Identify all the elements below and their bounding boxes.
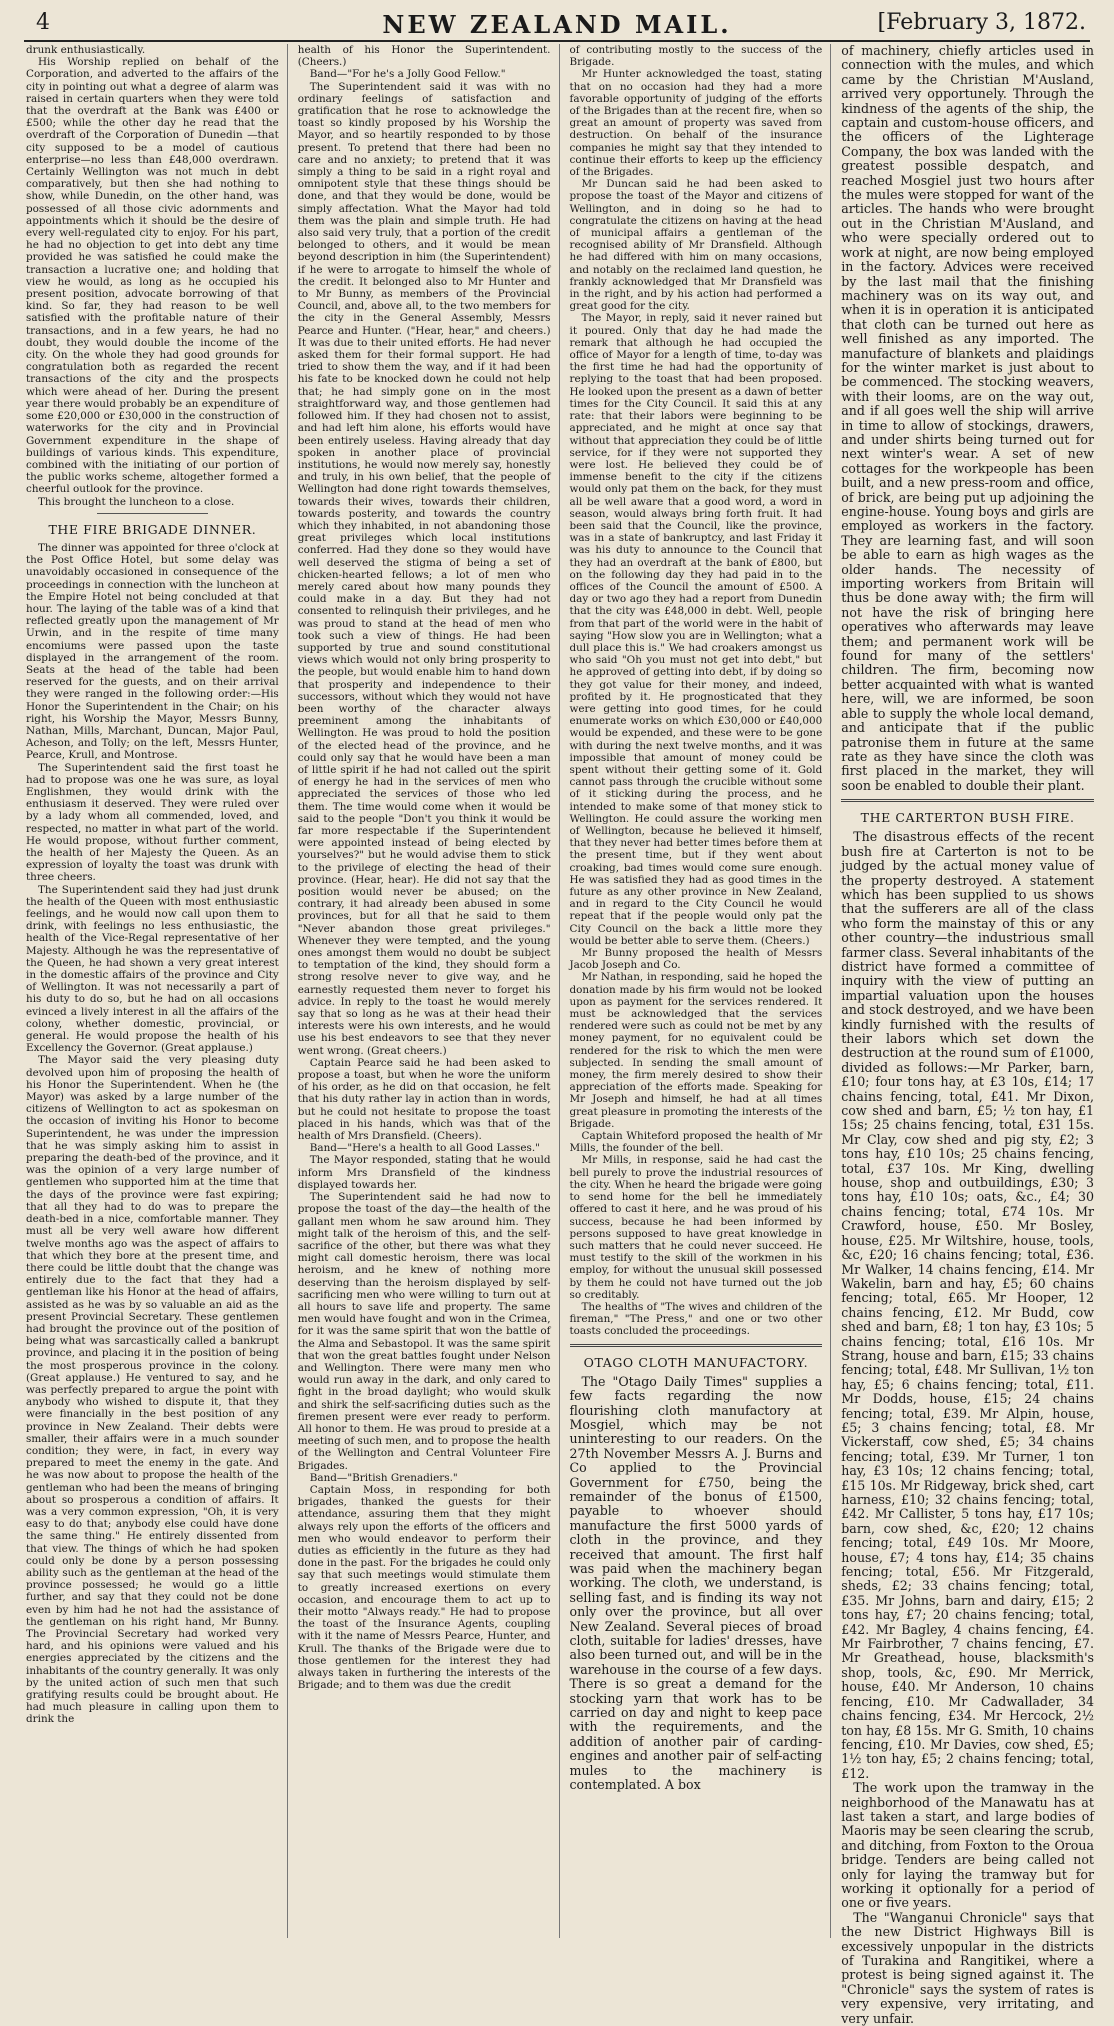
paragraph: health of his Honor the Superintendent. (Cheers.) <box>297 44 551 69</box>
paragraph: The Mayor responded, stating that he would inform Mrs Dransfield of the kindness displayed towards her. <box>297 1154 551 1191</box>
paragraph: The Superintendent said he had now to propose the toast of the day—the health of the gallant men whom he saw around him. They might talk of the heroism of this, and the self-sacrifice of the other, but there was what they might call domestic heroism, there was local heroism, and he knew of nothing more deserving than the heroism displayed by self-sacrificing men who were willing to turn out at all hours to save life and property. The same men would have fought and won in the Crimea, for it was the same spirit that won the battle of the Alma and Sebastopol. It was the same spirit that won the great battles fought under Nelson and Wellington. There were many men who would run away in the dark, and only cared to fight in the broad daylight; who would skulk and shirk the self-sacrificing duties such as the firemen present were ever ready to perform. All honor to them. He was proud to preside at a meeting of such men, and to propose the health of the Wellington and Central Volunteer Fire Brigades. <box>297 1191 551 1472</box>
column-2 <box>298 44 560 1938</box>
masthead <box>24 8 1090 42</box>
paragraph: of contributing mostly to the success of the Brigade. <box>569 44 823 69</box>
headline-carterton-bush-fire: THE CARTERTON BUSH FIRE. <box>860 810 1075 826</box>
paragraph: The Mayor said the very pleasing duty devolved upon him of proposing the health of his Honor the Superintendent. When he (the Mayor) was asked by a large number of the citizens of Wellington to act as spokesman on the occasion of inviting his Honor to become Superintendent, he was under the impression that he was simply asking him to assist in preparing the death-bed of the province, and it was the opinion of a very large number of gentlemen who supported him at the time that the days of the province were fast expiring; that all they had to do was to prepare the death-bed in a nice, comfortable manner. They must all be very well aware how different twelve months ago was the aspect of affairs to that which they bore at the present time, and there could be little doubt that the change was entirely due to the fact that they had a gentleman like his Honor at the head of affairs, assisted as he was by so valuable an aid as the present Provincial Secretary. These gentlemen had brought the province out of the position of being what was sarcastically called a bankrupt province, and placing it in the position of being the most prosperous province in the colony. (Great applause.) He ventured to say, and he was perfectly prepared to argue the point with anybody who wished to dispute it, that they were financially in the best position of any province in New Zealand. Their debts were smaller, their affairs were in a much sounder condition; they were, in fact, in every way prepared to meet the enemy in the gate. And he was now about to propose the health of the gentleman who had been the means of bringing about so prosperous a condition of affairs. It was a very common expression, "Oh, it is very easy to do that; anybody else could have done the same thing." He entirely dissented from that view. The things of which he had spoken could only be done by a person possessing ability such as the gentleman at the head of the province possessed; he would go a little further, and say that they could not be done even by him had he not had the assistance of the gentleman on his right hand, Mr Bunny. The Provincial Secretary had worked very hard, and his opinions were valued and his energies appreciated by the citizens and the inhabitants of the country generally. It was only by the united action of such men that such gratifying results could be brought about. He had much pleasure in calling upon them to drink the <box>26 1054 279 1726</box>
paragraph: The Superintendent said it was with no ordinary feelings of satisfaction and gratification that he rose to acknowledge the toast so kindly proposed by his Worship the Mayor, and so heartily responded to by those present. To pretend that there had been no care and no anxiety; to pretend that it was simply a thing to be said in a right royal and omnipotent style that these things should be done, and that they would be done, would be simply affectation. What the Mayor had told them was the plain and simple truth. He had also said very truly, that a portion of the credit belonged to others, and it would be mean beyond description in him (the Superintendent) if he were to arrogate to himself the whole of the credit. It belonged also to Mr Hunter and to Mr Bunny, as members of the Provincial Council, and, above all, to the two members for the city in the General Assembly, Messrs Pearce and Hunter. ("Hear, hear," and cheers.) It was due to their united efforts. He had never asked them for their formal support. He had tried to show them the way, and if it had been his fate to be knocked down he could not help that; he had simply gone on in the most straightforward way, and those gentlemen had followed him. If they had chosen not to assist, and had left him alone, his efforts would have been entirely useless. Having already that day spoken in another place of provincial institutions, he would now merely say, honestly and truly, in his own belief, that the people of Wellington had done right towards themselves, towards their wives, towards their children, towards posterity, and towards the country which they inhabited, in not abandoning those great privileges which local institutions conferred. Had they done so they would have well deserved the stigma of being a set of chicken-hearted fellows; a lot of men who merely cared about how many pounds they could make in a day. But they had not consented to relinquish their privileges, and he was proud to stand at the head of men who took such a view of things. He had been supported by true and sound constitutional views which would not only bring prosperity to the people, but would enable him to hand down that prosperity and independence to their successors, without which they would not have been worthy of the character always preeminent among the inhabitants of Wellington. He was proud to hold the position of the elected head of the province, and he could only say that he would have been a man of little spirit if he had not called out the spirit of energy he had in the services of men who appreciated the services of those who led them. The time would come when it would be said to the people "Don't you think it would be far more respectable if the Superintendent were appointed instead of being elected by yourselves?" but he would advise them to stick to the privilege of electing the head of their province. (Hear, hear). He did not say that the position would never be abused; on the contrary, it had already been abused in some provinces, but for all that he said to them "Never abandon those great privileges." Whenever they were tempted, and the young ones amongst them would no doubt be subject to temptation of the kind, they should form a strong resolve never to give way, and he earnestly requested them never to forget his advice. In reply to the toast he would merely say that so long as he was at their head their interests were his own interests, and he would use his best endeavors to see that they never went wrong. (Great cheers.) <box>297 80 551 1057</box>
section-divider <box>570 1344 823 1347</box>
paragraph: The healths of "The wives and children of the fireman," "The Press," and one or two other toasts concluded the proceedings. <box>569 1300 823 1338</box>
column-4 <box>841 43 1094 2026</box>
headline-otago-cloth-manufactory: OTAGO CLOTH MANUFACTORY. <box>583 1354 809 1370</box>
paragraph: The Mayor, in reply, said it never rained but it poured. Only that day he had made the remark that although he had occupied the office of Mayor for a length of time, to-day was the first time he had had the opportunity of replying to the toast that had been proposed. He looked upon the present as a dawn of better times for the City Council. It said this at any rate: that their labors were beginning to be appreciated, and he might at once say that without that appreciation they could be of little service, for if they were not supported they were lost. He believed they could be of immense benefit to the city if the citizens would only pat them on the back, for they must all be well aware that a good word, a word in season, would always bring forth fruit. It had been said that the Council, like the province, was in a state of bankruptcy, and last Friday it was his duty to announce to the Council that they had an overdraft at the bank of £800, but on the following day they had paid in to the offices of the Council the amount of £500. A day or two ago they had a report from Dunedin that the city was £48,000 in debt. Well, people from that part of the world were in the habit of saying "How slow you are in Wellington; what a dull place this is." We had croakers amongst us who said "Oh you must not get into debt," but he approved of getting into debt, if by doing so they got value for their money, and indeed, profited by it. He prognosticated that they were getting into good times, for he could enumerate works on which £30,000 or £40,000 would be expended, and these were to be gone with during the next twelve months, and it was impossible that amount of money could be spent without their getting some of it. Gold cannot pass through the crucible without some of it sticking during the process, and he intended to make some of that money stick to Wellington. He could assure the working men of Wellington, because he believed it himself, that they never had better times before them at the present time, but if they went about croaking, bad times would come sure enough. He was satisfied they had as good times in the future as any other province in New Zealand, and in regard to the City Council he would repeat that if the people would only pat the City Council on the back a little more they would be better able to serve them. (Cheers.) <box>569 312 823 947</box>
headline-fire-brigade-dinner: THE FIRE BRIGADE DINNER. <box>48 521 257 537</box>
paragraph: Captain Pearce said he had been asked to propose a toast, but when he wore the uniform of his order, as he did on that occasion, he felt that his duty rather lay in action than in words, but he could not hesitate to propose the toast placed in his hands, which was that of the health of Mrs Dransfield. (Cheers). <box>297 1056 551 1143</box>
column-3 <box>570 44 832 1938</box>
paragraph: Band—"British Grenadiers." <box>309 1471 458 1484</box>
paragraph: The dinner was appointed for three o'clock at the Post Office Hotel, but some delay was unavoidably occasioned in consequence of the proceedings in connection with the luncheon at the Empire Hotel not being concluded at that hour. The laying of the table was of a kind that reflected greatly upon the management of Mr Urwin, and in the respite of time many encomiums were passed upon the taste displayed in the arrangement of the room. Seats at the head of the table had been reserved for the guests, and on their arrival they were ranged in the following order:—His Honor the Superintendent in the Chair; on his right, his Worship the Mayor, Messrs Bunny, Nathan, Mills, Marchant, Duncan, Major Paul, Acheson, and Tolly; on the left, Messrs Hunter, Pearce, Krull, and Montrose. <box>26 541 279 762</box>
paragraph: Mr Hunter acknowledged the toast, stating that on no occasion had they had a more favorable opportunity of judging of the efforts of the Brigades than at the recent fire, when so great an amount of property was saved from destruction. On behalf of the insurance companies he might say that they intended to continue their efforts to keep up the efficiency of the Brigades. <box>569 68 823 179</box>
paragraph: drunk enthusiastically. <box>26 44 146 56</box>
column-1 <box>26 44 288 1938</box>
section-divider <box>841 799 1094 802</box>
section-divider <box>97 513 208 514</box>
paragraph: The Superintendent said the first toast he had to propose was one he was sure, as loyal Englishmen, they would drink with the enthusiasm it deserved. They were ruled over by a lady whom all commended, loved, and respected, no matter in what part of the world. He would propose, without further comment, the health of her Majesty the Queen. As an expression of loyalty the toast was drunk with three cheers. <box>26 761 279 884</box>
paragraph: This brought the luncheon to a close. <box>38 495 235 508</box>
issue-date: [February 3, 1872. <box>877 10 1086 35</box>
paragraph: Mr Nathan, in responding, said he hoped the donation made by his firm would not be looked upon as payment for the services rendered. It must be acknowledged that the services rendered were such as could not be met by any money payment, for no equivalent could be rendered for the risk to which the men were subjected. In sending the small amount of money, the firm merely desired to show their appreciation of the efforts made. Speaking for Mr Joseph and himself, he had at all times great pleasure in promoting the interests of the Brigade. <box>569 971 823 1130</box>
paragraph: Mr Mills, in response, said he had cast the bell purely to prove the industrial resources of the city. When he heard the brigade were going to send home for the bell he immediately offered to cast it here, and he was proud of his success, because he had been informed by persons supposed to have great knowledge in such matters that he could never succeed. He must testify to the skill of the workmen in his employ, for without the unusual skill possessed by them he could not have turned out the job so creditably. <box>569 1154 823 1301</box>
paragraph: Mr Duncan said he had been asked to propose the toast of the Mayor and citizens of Wellington, and in doing so he had to congratulate the citizens on having at the head of municipal affairs a gentleman of the recognised ability of Mr Dransfield. Although he had differed with him on many occasions, and notably on the reclaimed land question, he frankly acknowledged that Mr Dransfield was in the right, and by his action had performed a great good for the city. <box>569 178 823 313</box>
paragraph: Band—"Here's a health to all Good Lasses." <box>309 1142 540 1155</box>
newspaper-title: NEW ZEALAND MAIL. <box>382 10 732 39</box>
paragraph: The "Wanganui Chronicle" says that the new District Highways Bill is excessively unpopular in the districts of Turakina and Rangitikei, where a protest is being signed against it. The "Chronicle" says the system of rates is very expensive, very irritating, and very unfair. <box>841 1909 1094 2026</box>
paragraph: The "Otago Daily Times" supplies a few facts regarding the now flourishing cloth manufactory at Mosgiel, which may be not uninteresting to our readers. On the 27th November Messrs A. J. Burns and Co applied to the Provincial Government for £750, being the remainder of the bonus of £1500, payable to whoever should manufacture the first 5000 yards of cloth in the province, and they received that amount. The first half was paid when the machinery began working. The cloth, we understand, is selling fast, and is finding its way not only over the province, but all over New Zealand. Several pieces of broad cloth, suitable for ladies' dresses, have also been turned out, and will be in the warehouse in the course of a few days. There is so great a demand for the stocking yarn that work has to be carried on day and night to keep pace with the requirements, and the addition of another pair of carding-engines and another pair of self-acting mules to the machinery is contemplated. A box <box>569 1373 823 1793</box>
page-number: 4 <box>36 10 50 35</box>
paragraph: Band—"For he's a Jolly Good Fellow." <box>309 68 506 81</box>
article-columns <box>26 43 1094 2026</box>
paragraph: Captain Whiteford proposed the health of Mr Mills, the founder of the bell. <box>569 1130 823 1155</box>
paragraph: The work upon the tramway in the neighborhood of the Manawatu has at last taken a start, and large bodies of Maoris may be seen clearing the scrub, and ditching, from Foxton to the Oroua bridge. Tenders are being called not only for laying the tramway but for working it optionally for a period of one or five years. <box>841 1780 1094 1911</box>
paragraph: Captain Moss, in responding for both brigades, thanked the guests for their attendance, assuring them that they might always rely upon the efforts of the officers and men who would endeavor to perform their duties as efficiently in the future as they had done in the past. For the brigades he could only say that such meetings would stimulate them to greatly increased exertions on every occasion, and encourage them to act up to their motto "Always ready." He had to propose the toast of the Insurance Agents, coupling with it the name of Messrs Pearce, Hunter, and Krull. The thanks of the Brigade were due to those gentlemen for the interest they had always taken in furthering the interests of the Brigade; and to them was due the credit <box>297 1483 551 1692</box>
paragraph: of machinery, chiefly articles used in connection with the mules, and which came by the Christian M'Ausland, arrived very opportunely. Through the kindness of the agents of the ship, the captain and custom-house officers, and the officers of the Lighterage Company, the box was landed with the greatest possible despatch, and reached Mosgiel just two hours after the mules were stopped for want of the articles. The hands who were brought out in the Christian M'Ausland, and who were specially ordered out to work at night, are now being employed in the factory. Advices were received by the last mail that the finishing machinery was on its way out, and when it is in operation it is anticipated that cloth can be turned out here as well finished as any imported. The manufacture of blankets and plaidings for the winter market is just about to be commenced. The stocking weavers, with their looms, are on the way out, and if all goes well the ship will arrive in time to allow of stockings, drawers, and under shirts being turned out for next winter's wear. A set of new cottages for the workpeople has been built, and a new press-room and office, of brick, are being put up adjoining the engine-house. Young boys and girls are employed as workers in the factory. They are learning fast, and will soon be able to earn as high wages as the older hands. The necessity of importing workers from Britain will thus be done away with; the firm will not have the risk of bringing here operatives who afterwards may leave them; and permanent work will be found for many of the settlers' children. The firm, becoming now better acquainted with what is wanted here, will, we are informed, be soon able to supply the whole local demand, and anticipate that if the public patronise them in future at the same rate as they have since the cloth was first placed in the market, they will soon be enabled to double their plant. <box>841 43 1094 793</box>
paragraph: Mr Bunny proposed the health of Messrs Jacob Joseph and Co. <box>569 947 823 972</box>
paragraph: The Superintendent said they had just drunk the health of the Queen with most enthusiastic feelings, and he would now call upon them to drink, with feelings no less enthusiastic, the health of the Vice-Regal representative of her Majesty. Although he was the representative of the Queen, he had shown a very great interest in the domestic affairs of the province and City of Wellington. It was not necessarily a part of his duty to do so, but he had on all occasions evinced a lively interest in all the affairs of the colony, whether domestic, provincial, or general. He would propose the health of his Excellency the Governor. (Great applause.) <box>26 883 279 1055</box>
paragraph: The disastrous effects of the recent bush fire at Carterton is not to be judged by the actual money value of the property destroyed. A statement which has been supplied to us shows that the sufferers are all of the class who form the mainstay of this or any other country—the industrious small farmer class. Several inhabitants of the district have formed a committee of inquiry with the view of putting an impartial valuation upon the houses and stock destroyed, and we have been kindly furnished with the results of their labors which set down the destruction at the round sum of £1000, divided as follows:—Mr Parker, barn, £10; four tons hay, at £3 10s, £14; 17 chains fencing, total, £41. Mr Dixon, cow shed and barn, £5; ½ ton hay, £1 15s; 25 chains fencing, total, £31 15s. Mr Clay, cow shed and pig sty, £2; 3 tons hay, £10 10s; 25 chains fencing, total, £37 10s. Mr King, dwelling house, shop and outbuildings, £30; 3 tons hay, £10 10s; oats, &c., £4; 30 chains fencing; total, £74 10s. Mr Crawford, house, £50. Mr Bosley, house, £25. Mr Wiltshire, house, tools, &c, £20; 16 chains fencing; total, £36. Mr Walker, 14 chains fencing, £14. Mr Wakelin, barn and hay, £5; 60 chains fencing; total, £65. Mr Hooper, 12 chains fencing, £12. Mr Budd, cow shed and barn, £8; 1 ton hay, £3 10s; 5 chains fencing; total, £16 10s. Mr Strang, house and barn, £15; 33 chains fencing; total, £48. Mr Sullivan, 1½ ton hay, £5; 6 chains fencing; total, £11. Mr Dodds, house, £15; 24 chains fencing; total, £39. Mr Alpin, house, £5; 3 chains fencing; total, £8. Mr Vickerstaff, cow shed, £5; 34 chains fencing; total, £39. Mr Turner, 1 ton hay, £3 10s; 12 chains fencing; total, £15 10s. Mr Ridgeway, brick shed, cart harness, £10; 32 chains fencing; total, £42. Mr Callister, 5 tons hay, £17 10s; barn, cow shed, &c, £20; 12 chains fencing; total, £49 10s. Mr Moore, house, £7; 4 tons hay, £14; 35 chains fencing; total, £56. Mr Fitzgerald, sheds, £2; 33 chains fencing; total, £35. Mr Johns, barn and dairy, £15; 2 tons hay, £7; 20 chains fencing; total, £42. Mr Bagley, 4 chains fencing, £4. Mr Fairbrother, 7 chains fencing, £7. Mr Greathead, house, blacksmith's shop, tools, &c, £90. Mr Merrick, house, £40. Mr Anderson, 10 chains fencing, £10. Mr Cadwallader, 34 chains fencing, £34. Mr Hercock, 2½ ton hay, £8 15s. Mr G. Smith, 10 chains fencing, £10. Mr Davies, cow shed, £5; 1½ ton hay, £5; 2 chains fencing; total, £12. <box>841 829 1094 1781</box>
paragraph: His Worship replied on behalf of the Corporation, and adverted to the affairs of the city in pointing out what a degree of alarm was raised in certain quarters when they were told that the overdraft at the Bank was £400 or £500; while the other day he read that the overdraft of the Corporation of Dunedin —that city supposed to be a model of cautious enterprise—no less than £48,000 overdrawn. Certainly Wellington was not much in debt comparatively, but then she had nothing to show, while Dunedin, on the other hand, was possessed of all those civic adornments and appointments which it should be the desire of every well-regulated city to enjoy. For his part, he had no objection to get into debt any time provided he was satisfied he could make the transaction a lucrative one; and holding that view he would, as long as he occupied his present position, advocate borrowing of that kind. So far, they had reason to be well satisfied with the profitable nature of their transactions, and in a few years, he had no doubt, they would double the income of the city. On the whole they had good grounds for congratulation both as regarded the recent transactions of the city and the prospects which were ahead of her. During the present year there would probably be an expenditure of some £20,000 or £30,000 in the construction of waterworks for the city and in Provincial Government expenditure in the shape of buildings of various kinds. This expenditure, combined with the initiating of our portion of the public works scheme, altogether formed a cheerful outlook for the province. <box>26 56 279 496</box>
